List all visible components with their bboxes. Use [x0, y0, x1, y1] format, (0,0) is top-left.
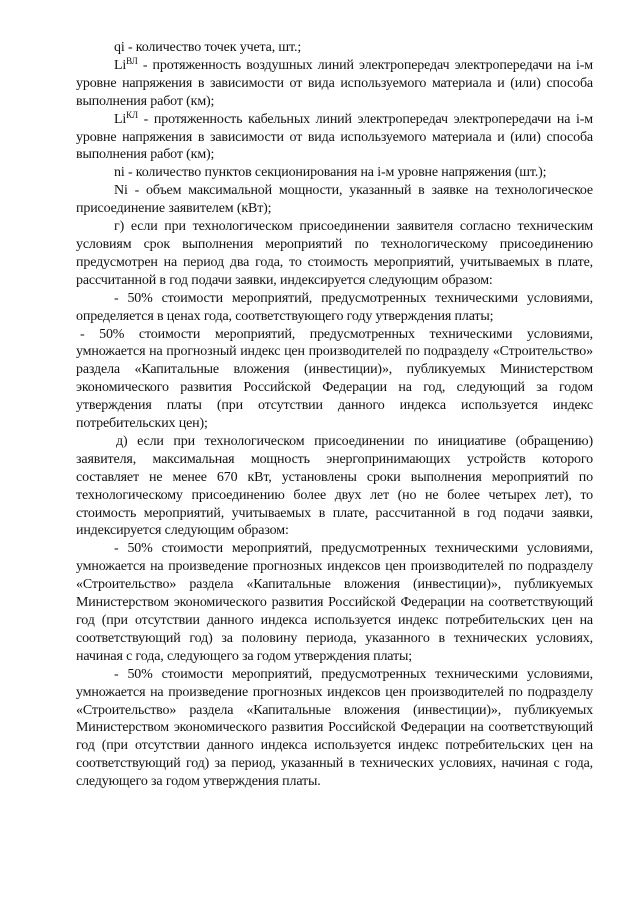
definition-text: - протяженность воздушных линий электропередач электропередачи на i-м уровне напряжения в зависимости от вида используемого материала и (или) способа выполнения работ (км);: [76, 57, 593, 109]
definition-text: ni - количество пунктов секционирования на i-м уровне напряжения (шт.);: [114, 165, 547, 181]
definition-li-kl: [76, 111, 593, 165]
clause-text: д) если при технологическом присоединении по инициативе (обращению) заявителя, максимальная мощность энергопринимающих устройств которого составляет не менее 670 кВт, установлены сроки выполнения мероприятий по технологическому присоединению более двух лет (но не более четырех лет), то стоимость мероприятий, учитываемых в плате, рассчитанной в год подачи заявки, индексируется следующим образом:: [76, 433, 593, 539]
clause-g: [76, 218, 593, 290]
list-item-text: - 50% стоимости мероприятий, предусмотренных техническими условиями, умножается на произведение прогнозных индексов цен производителей по подразделу «Строительство» раздела «Капитальные вложения (инвестиции)», публикуемых Министерством экономического развития Российской Федерации на соответствующий год (при отсутствии данного индекса используется индекс потребительских цен на соответствующий год) за половину периода, указанного в технических условиях, начиная с года, следующего за годом утверждения платы;: [76, 541, 593, 664]
clause-d-item-2: [76, 666, 593, 791]
definition-li-vl: [76, 57, 593, 111]
symbol-text: Li: [114, 111, 127, 127]
symbol-superscript: ВЛ: [126, 55, 138, 66]
clause-d-item-1: [76, 540, 593, 665]
list-item-text: - 50% стоимости мероприятий, предусмотренных техническими условиями, умножается на произведение прогнозных индексов цен производителей по подразделу «Строительство» раздела «Капитальные вложения (инвестиции)», публикуемых Министерством экономического развития Российской Федерации на соответствующий год (при отсутствии данного индекса используется индекс потребительских цен на соответствующий год) за период, указанный в технических условиях, начиная с года, следующего за годом утверждения платы.: [76, 666, 593, 790]
list-item-text: - 50% стоимости мероприятий, предусмотренных техническими условиями, умножается на прогнозный индекс цен производителей по подразделу «Строительство» раздела «Капитальные вложения (инвестиции)», публикуемых Министерством экономического развития Российской Федерации на год, следующий за годом утверждения платы (при отсутствии данного индекса используется индекс потребительских цен);: [76, 326, 593, 432]
definition-text: qi - количество точек учета, шт.;: [114, 40, 302, 55]
definition-qi: [76, 39, 593, 57]
definition-ni-small: [76, 164, 593, 182]
clause-text: г) если при технологическом присоединении заявителя согласно техническим условиям срок выполнения мероприятий по технологическому присоединению предусмотрен на период два года, то стоимость мероприятий, учитываемых в плате, рассчитанной в год подачи заявки, индексируется следующим образом:: [76, 219, 593, 288]
clause-g-item-1: [76, 290, 593, 326]
clause-g-item-2: [76, 326, 593, 433]
symbol-text: Li: [114, 57, 127, 73]
clause-d: [76, 433, 593, 540]
symbol-superscript: КЛ: [126, 109, 138, 120]
definition-text: Ni - объем максимальной мощности, указанный в заявке на технологическое присоединение заявителем (кВт);: [76, 183, 593, 217]
list-item-text: - 50% стоимости мероприятий, предусмотренных техническими условиями, определяется в ценах года, соответствующего году утверждения платы;: [76, 290, 593, 324]
definition-ni-big: [76, 182, 593, 218]
definition-text: - протяженность кабельных линий электропередач электропередачи на i-м уровне напряжения в зависимости от вида используемого материала и (или) способа выполнения работ (км);: [76, 111, 593, 163]
